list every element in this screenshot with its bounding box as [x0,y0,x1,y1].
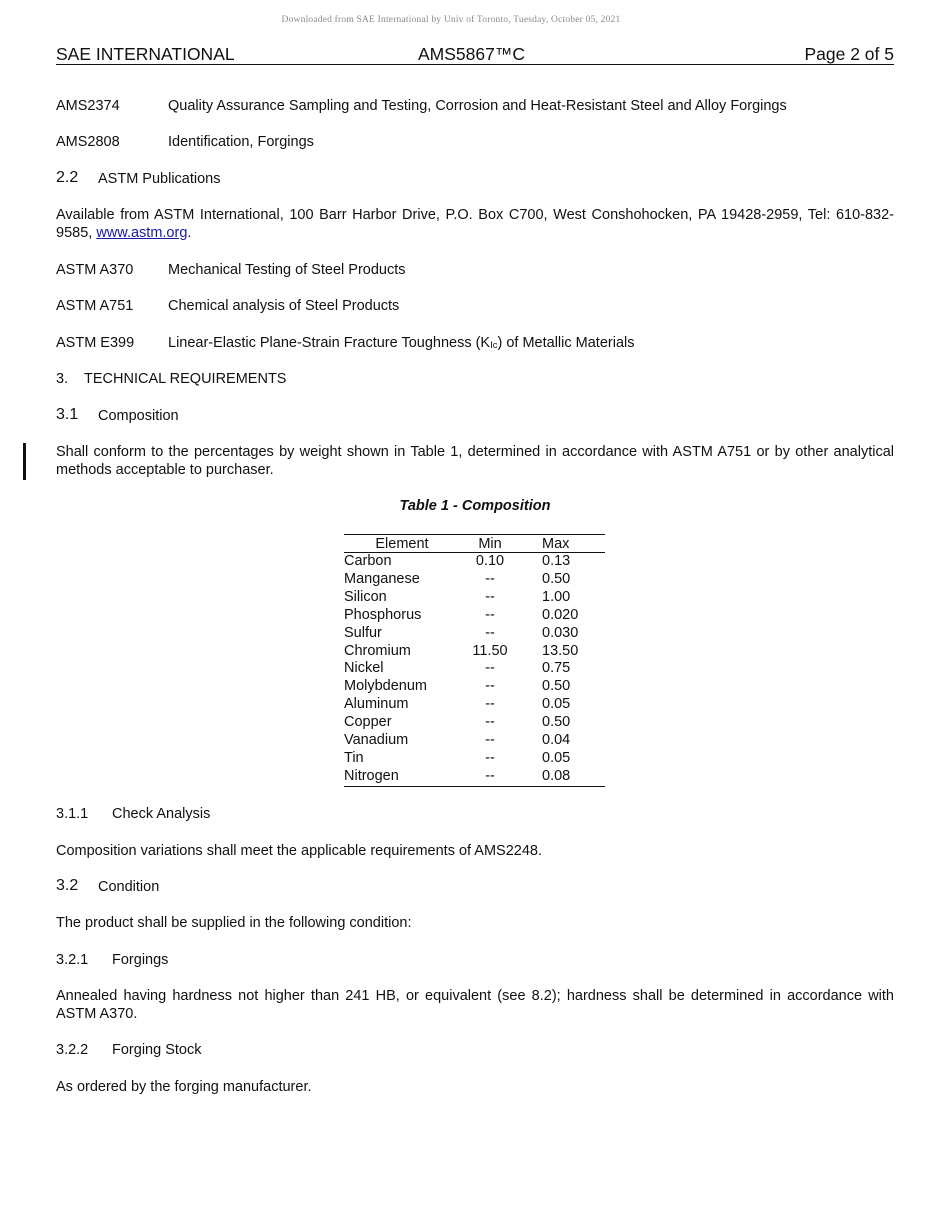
section-number: 3.2.1 [56,952,89,968]
table-row [344,589,605,607]
min-cell: -- [485,660,495,677]
download-watermark: Downloaded from SAE International by Univ of Toronto, Tuesday, October 05, 2021 [281,15,621,25]
section-title: Condition [98,879,160,895]
max-cell: 0.08 [520,768,605,786]
element-cell: Molybdenum [344,678,428,695]
max-cell: 1.00 [542,588,571,605]
table-row [344,571,605,589]
reference-title: Mechanical Testing of Steel Products [168,262,406,278]
element-cell: Nickel [344,660,384,677]
max-cell: 0.13 [542,553,571,569]
forgings-paragraph: Annealed having hardness not higher than 241 HB, or equivalent (see 8.2); hardness shall be determined in accordance with ASTM A370. [56,988,894,1022]
element-cell: Manganese [344,570,420,587]
element-cell: Sulfur [344,624,382,641]
table-row [344,768,605,786]
table-row [344,714,605,732]
element-cell: Vanadium [344,732,409,749]
table-row [344,750,605,768]
table-row [344,607,605,625]
min-cell: 11.50 [472,642,508,659]
min-cell: -- [460,768,520,786]
page-header [56,44,894,65]
title-part: Linear-Elastic Plane-Strain Fracture Toughness (K [168,335,491,351]
reference-code: ASTM A370 [56,262,134,278]
section-number: 3.2.2 [56,1042,89,1058]
section-title: Check Analysis [112,806,211,822]
table-row [344,660,605,678]
min-cell: -- [485,588,495,605]
section-title: ASTM Publications [98,171,221,187]
section-title: Forging Stock [112,1042,202,1058]
table-row [344,732,605,750]
element-cell: Tin [344,749,364,766]
reference-title: Chemical analysis of Steel Products [168,298,400,314]
table-row [344,625,605,643]
min-cell: -- [485,678,495,695]
column-header-min: Min [460,535,520,553]
composition-table [344,534,605,787]
max-cell: 0.05 [542,696,571,713]
check-analysis-paragraph: Composition variations shall meet the applicable requirements of AMS2248. [56,843,543,859]
table-caption: Table 1 - Composition [399,498,551,514]
table-row [344,553,605,571]
condition-paragraph: The product shall be supplied in the following condition: [56,915,412,931]
section-title: TECHNICAL REQUIREMENTS [84,371,287,387]
element-cell: Carbon [344,553,392,569]
min-cell: -- [485,732,495,749]
min-cell: -- [485,714,495,731]
header-page-number: Page 2 of 5 [804,44,894,64]
header-document-number: AMS5867™C [418,44,525,64]
section-title: Composition [98,408,179,424]
reference-code: AMS2374 [56,98,120,114]
kic-subscript: Ic [490,340,498,351]
min-cell: -- [485,696,495,713]
reference-code: ASTM A751 [56,298,134,314]
availability-text-end: . [187,225,192,241]
column-header-element: Element [344,535,460,553]
table-header-row [344,535,605,553]
title-part: ) of Metallic Materials [497,335,635,351]
element-cell: Nitrogen [344,768,460,786]
section-number: 2.2 [56,169,79,186]
element-cell: Chromium [344,642,411,659]
min-cell: -- [485,570,495,587]
max-cell: 0.04 [542,732,571,749]
element-cell: Silicon [344,588,387,605]
max-cell: 0.030 [542,624,579,641]
availability-text: Available from ASTM International, 100 Barr Harbor Drive, P.O. Box C700, West Conshohocken, PA 19428-2959, Tel: 610-832-9585, [56,207,894,241]
section-title: Forgings [112,952,169,968]
astm-availability-paragraph [56,206,894,242]
min-cell: -- [485,749,495,766]
section-number: 3.1 [56,406,79,423]
max-cell: 0.50 [542,714,571,731]
table-row [344,643,605,661]
max-cell: 0.50 [542,678,571,695]
reference-code: AMS2808 [56,134,120,150]
max-cell: 13.50 [542,642,579,659]
composition-paragraph: Shall conform to the percentages by weight shown in Table 1, determined in accordance with ASTM A751 or by other analytical methods acceptable to purchaser. [56,444,894,478]
header-organization: SAE INTERNATIONAL [56,44,235,64]
reference-title: Quality Assurance Sampling and Testing, Corrosion and Heat-Resistant Steel and Alloy Forgings [168,98,787,114]
section-number: 3.2 [56,877,79,894]
min-cell: -- [485,606,495,623]
revision-change-bar [23,443,26,480]
element-cell: Copper [344,714,392,731]
reference-title: Identification, Forgings [168,134,314,150]
element-cell: Phosphorus [344,606,422,623]
max-cell: 0.020 [542,606,579,623]
forging-stock-paragraph: As ordered by the forging manufacturer. [56,1079,312,1095]
reference-code: ASTM E399 [56,335,135,351]
section-number: 3.1.1 [56,806,89,822]
column-header-max: Max [520,535,605,553]
min-cell: 0.10 [475,553,505,569]
table-row [344,678,605,696]
reference-title [168,334,634,355]
section-number: 3. [56,371,69,387]
max-cell: 0.75 [542,660,571,677]
max-cell: 0.50 [542,570,571,587]
max-cell: 0.05 [542,749,571,766]
astm-website-link[interactable]: www.astm.org [96,225,188,241]
element-cell: Aluminum [344,696,409,713]
min-cell: -- [485,624,495,641]
table-row [344,696,605,714]
